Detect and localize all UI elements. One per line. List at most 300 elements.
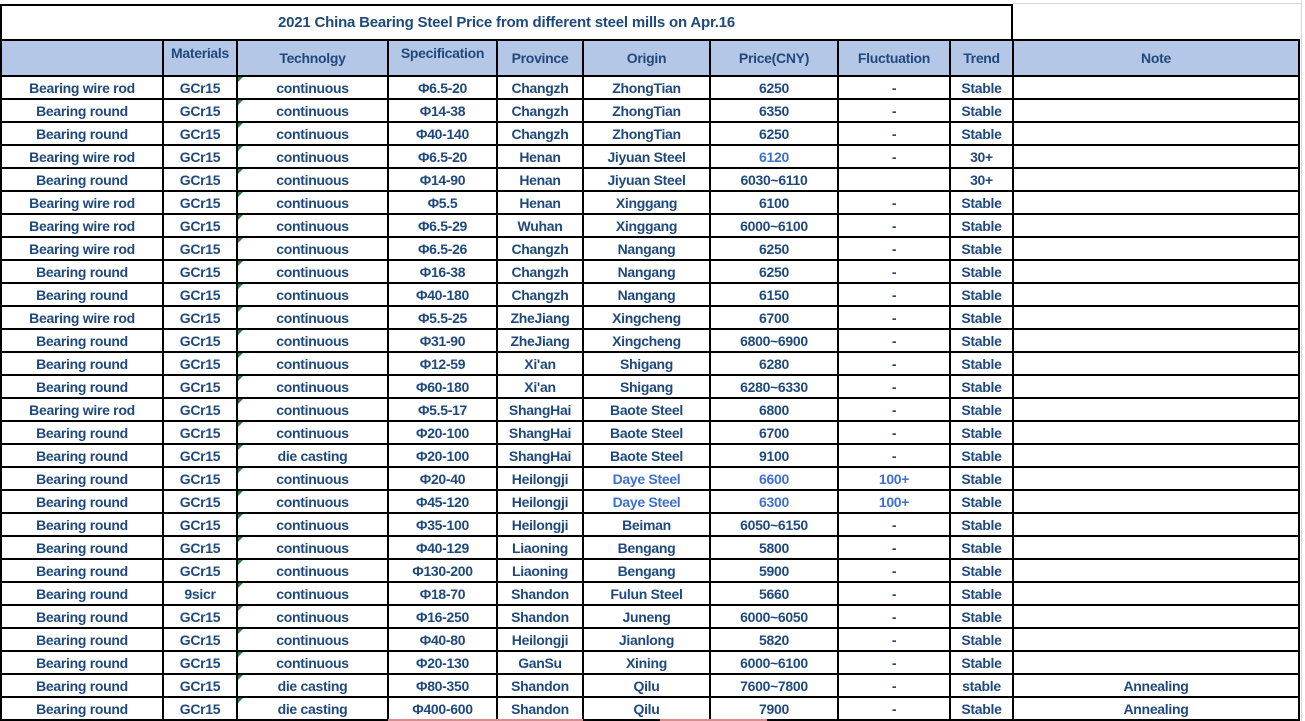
cell-trend[interactable]: Stable <box>951 491 1012 512</box>
cell-product[interactable]: Bearing round <box>2 491 162 512</box>
cell-product[interactable]: Bearing round <box>2 560 162 581</box>
cell-text: continuous <box>276 470 349 487</box>
cell-note[interactable] <box>1014 169 1298 190</box>
cell-price[interactable]: 6250 <box>711 261 837 282</box>
cell-materials[interactable]: GCr15 <box>164 330 236 351</box>
column-header-materials[interactable]: Materials <box>164 41 236 75</box>
cell-fluctuation[interactable]: - <box>839 583 949 604</box>
cell-specification[interactable]: Φ5.5-25 <box>389 307 496 328</box>
cell-materials[interactable]: GCr15 <box>164 284 236 305</box>
cell-fluctuation[interactable]: - <box>839 261 949 282</box>
cell-error-indicator-icon <box>238 675 243 680</box>
cell-origin[interactable]: Baote Steel <box>584 399 709 420</box>
cell-technology[interactable] <box>238 146 387 167</box>
cell-price[interactable]: 7900 <box>711 698 837 719</box>
cell-note[interactable] <box>1014 376 1298 397</box>
cell-price[interactable]: 6000~6050 <box>711 606 837 627</box>
cell-province[interactable]: ZheJiang <box>498 330 582 351</box>
cell-price[interactable]: 6250 <box>711 123 837 144</box>
cell-materials[interactable]: GCr15 <box>164 215 236 236</box>
column-header-technology[interactable]: Technolgy <box>238 41 387 75</box>
cell-price[interactable]: 6700 <box>711 422 837 443</box>
cell-product[interactable]: Bearing wire rod <box>2 192 162 213</box>
cell-specification[interactable]: Φ6.5-29 <box>389 215 496 236</box>
cell-trend[interactable]: Stable <box>951 330 1012 351</box>
cell-technology[interactable] <box>238 77 387 98</box>
cell-origin[interactable]: Xingcheng <box>584 330 709 351</box>
cell-product[interactable]: Bearing round <box>2 261 162 282</box>
cell-technology[interactable] <box>238 123 387 144</box>
column-header-trend[interactable]: Trend <box>951 41 1012 75</box>
cell-fluctuation[interactable]: - <box>839 698 949 719</box>
cell-province[interactable]: Shandon <box>498 583 582 604</box>
cell-fluctuation[interactable]: - <box>839 77 949 98</box>
cell-price[interactable]: 5900 <box>711 560 837 581</box>
cell-materials[interactable]: GCr15 <box>164 353 236 374</box>
cell-materials[interactable]: GCr15 <box>164 468 236 489</box>
cell-note[interactable] <box>1014 77 1298 98</box>
cell-note[interactable] <box>1014 330 1298 351</box>
cell-note[interactable] <box>1014 238 1298 259</box>
cell-trend[interactable]: 30+ <box>951 146 1012 167</box>
cell-origin[interactable]: Jianlong <box>584 629 709 650</box>
cell-specification[interactable]: Φ40-140 <box>389 123 496 144</box>
cell-fluctuation[interactable]: - <box>839 629 949 650</box>
cell-product[interactable]: Bearing round <box>2 675 162 696</box>
cell-province[interactable]: Changzh <box>498 238 582 259</box>
cell-product[interactable]: Bearing round <box>2 100 162 121</box>
cell-technology[interactable] <box>238 169 387 190</box>
cell-price[interactable]: 5820 <box>711 629 837 650</box>
cell-materials[interactable]: GCr15 <box>164 123 236 144</box>
cell-origin[interactable]: ZhongTian <box>584 123 709 144</box>
cell-province[interactable]: Changzh <box>498 77 582 98</box>
column-header-specification[interactable]: Specification <box>389 41 496 75</box>
cell-materials[interactable]: GCr15 <box>164 100 236 121</box>
cell-origin[interactable]: Nangang <box>584 238 709 259</box>
cell-fluctuation[interactable]: - <box>839 215 949 236</box>
cell-technology[interactable] <box>238 215 387 236</box>
cell-province[interactable]: Henan <box>498 192 582 213</box>
cell-province[interactable]: Henan <box>498 169 582 190</box>
cell-trend[interactable]: Stable <box>951 284 1012 305</box>
cell-price[interactable]: 7600~7800 <box>711 675 837 696</box>
cell-fluctuation[interactable]: - <box>839 192 949 213</box>
cell-fluctuation[interactable]: - <box>839 514 949 535</box>
cell-materials[interactable]: GCr15 <box>164 169 236 190</box>
cell-trend[interactable]: Stable <box>951 376 1012 397</box>
cell-origin[interactable]: Beiman <box>584 514 709 535</box>
cell-province[interactable]: Liaoning <box>498 560 582 581</box>
cell-trend[interactable]: Stable <box>951 537 1012 558</box>
cell-fluctuation[interactable]: - <box>839 675 949 696</box>
cell-materials[interactable]: GCr15 <box>164 606 236 627</box>
cell-specification[interactable]: Φ5.5 <box>389 192 496 213</box>
cell-technology[interactable] <box>238 468 387 489</box>
cell-province[interactable]: Heilongji <box>498 514 582 535</box>
cell-product[interactable]: Bearing round <box>2 583 162 604</box>
cell-specification[interactable]: Φ40-180 <box>389 284 496 305</box>
cell-specification[interactable]: Φ12-59 <box>389 353 496 374</box>
cell-specification[interactable]: Φ35-100 <box>389 514 496 535</box>
cell-technology[interactable] <box>238 698 387 719</box>
cell-origin[interactable]: Nangang <box>584 284 709 305</box>
sheet-gridline-horizontal <box>1013 3 1301 4</box>
column-header-product[interactable] <box>2 41 162 75</box>
cell-origin[interactable]: Baote Steel <box>584 445 709 466</box>
cell-price[interactable]: 6800~6900 <box>711 330 837 351</box>
cell-product[interactable]: Bearing round <box>2 284 162 305</box>
cell-origin[interactable]: Xinggang <box>584 192 709 213</box>
cell-price[interactable]: 5660 <box>711 583 837 604</box>
cell-origin[interactable]: Xining <box>584 652 709 673</box>
cell-technology[interactable] <box>238 537 387 558</box>
cell-fluctuation[interactable]: - <box>839 560 949 581</box>
cell-note[interactable] <box>1014 146 1298 167</box>
cell-product[interactable]: Bearing wire rod <box>2 238 162 259</box>
cell-province[interactable]: Heilongji <box>498 468 582 489</box>
cell-specification[interactable]: Φ400-600 <box>389 698 496 719</box>
cell-fluctuation[interactable]: - <box>839 146 949 167</box>
cell-origin[interactable]: Shigang <box>584 376 709 397</box>
cell-price[interactable]: 6030~6110 <box>711 169 837 190</box>
cell-technology[interactable] <box>238 353 387 374</box>
cell-trend[interactable]: Stable <box>951 652 1012 673</box>
cell-specification[interactable]: Φ18-70 <box>389 583 496 604</box>
cell-province[interactable]: Shandon <box>498 675 582 696</box>
cell-note[interactable] <box>1014 399 1298 420</box>
cell-specification[interactable]: Φ45-120 <box>389 491 496 512</box>
cell-product[interactable]: Bearing round <box>2 698 162 719</box>
cell-origin[interactable]: Baote Steel <box>584 422 709 443</box>
cell-materials[interactable]: GCr15 <box>164 445 236 466</box>
cell-origin[interactable]: Daye Steel <box>584 468 709 489</box>
cell-price[interactable]: 6300 <box>711 491 837 512</box>
cell-materials[interactable]: GCr15 <box>164 629 236 650</box>
cell-origin[interactable]: Jiyuan Steel <box>584 169 709 190</box>
cell-origin[interactable]: Jiyuan Steel <box>584 146 709 167</box>
cell-technology[interactable] <box>238 238 387 259</box>
cell-error-indicator-icon <box>238 77 243 82</box>
cell-product[interactable]: Bearing round <box>2 123 162 144</box>
cell-trend[interactable]: Stable <box>951 445 1012 466</box>
cell-province[interactable]: Henan <box>498 146 582 167</box>
cell-price[interactable]: 6250 <box>711 238 837 259</box>
cell-price[interactable]: 6150 <box>711 284 837 305</box>
cell-trend[interactable]: Stable <box>951 353 1012 374</box>
column-header-origin[interactable]: Origin <box>584 41 709 75</box>
cell-fluctuation[interactable]: - <box>839 652 949 673</box>
cell-province[interactable]: ShangHai <box>498 422 582 443</box>
cell-materials[interactable]: GCr15 <box>164 146 236 167</box>
cell-province[interactable]: Changzh <box>498 100 582 121</box>
column-header-province[interactable]: Province <box>498 41 582 75</box>
cell-province[interactable]: Liaoning <box>498 537 582 558</box>
cell-trend[interactable]: Stable <box>951 123 1012 144</box>
cell-fluctuation[interactable]: - <box>839 606 949 627</box>
cell-specification[interactable]: Φ20-100 <box>389 445 496 466</box>
cell-trend[interactable]: Stable <box>951 606 1012 627</box>
cell-price[interactable]: 6280 <box>711 353 837 374</box>
cell-origin[interactable]: Bengang <box>584 560 709 581</box>
cell-note[interactable] <box>1014 606 1298 627</box>
cell-technology[interactable] <box>238 399 387 420</box>
cell-materials[interactable]: GCr15 <box>164 376 236 397</box>
cell-province[interactable]: ShangHai <box>498 399 582 420</box>
cell-specification[interactable]: Φ6.5-20 <box>389 146 496 167</box>
column-header-price[interactable]: Price(CNY) <box>711 41 837 75</box>
cell-note[interactable] <box>1014 284 1298 305</box>
cell-technology[interactable] <box>238 330 387 351</box>
cell-fluctuation[interactable]: - <box>839 353 949 374</box>
cell-price[interactable]: 6000~6100 <box>711 652 837 673</box>
cell-price[interactable]: 6100 <box>711 192 837 213</box>
cell-materials[interactable]: GCr15 <box>164 698 236 719</box>
cell-materials[interactable]: GCr15 <box>164 652 236 673</box>
cell-text: continuous <box>276 309 349 326</box>
cell-fluctuation[interactable]: - <box>839 307 949 328</box>
cell-text: die casting <box>277 677 348 694</box>
cell-trend[interactable]: Stable <box>951 307 1012 328</box>
cell-product[interactable]: Bearing round <box>2 606 162 627</box>
cell-materials[interactable]: GCr15 <box>164 491 236 512</box>
cell-trend[interactable]: Stable <box>951 77 1012 98</box>
cell-province[interactable]: Wuhan <box>498 215 582 236</box>
cell-materials[interactable]: GCr15 <box>164 537 236 558</box>
cell-materials[interactable]: GCr15 <box>164 514 236 535</box>
cell-technology[interactable] <box>238 675 387 696</box>
cell-technology[interactable] <box>238 192 387 213</box>
cell-province[interactable]: Changzh <box>498 261 582 282</box>
cell-trend[interactable]: Stable <box>951 422 1012 443</box>
cell-note[interactable]: Annealing <box>1014 698 1298 719</box>
cell-trend[interactable]: Stable <box>951 514 1012 535</box>
cell-trend[interactable]: Stable <box>951 215 1012 236</box>
cell-product[interactable]: Bearing round <box>2 537 162 558</box>
cell-province[interactable]: Xi'an <box>498 353 582 374</box>
cell-province[interactable]: Heilongji <box>498 491 582 512</box>
cell-materials[interactable]: GCr15 <box>164 307 236 328</box>
cell-specification[interactable]: Φ80-350 <box>389 675 496 696</box>
cell-fluctuation[interactable]: - <box>839 537 949 558</box>
cell-specification[interactable]: Φ6.5-26 <box>389 238 496 259</box>
cell-price[interactable]: 6350 <box>711 100 837 121</box>
cell-trend[interactable]: Stable <box>951 468 1012 489</box>
cell-price[interactable]: 6050~6150 <box>711 514 837 535</box>
cell-note[interactable] <box>1014 629 1298 650</box>
cell-trend[interactable]: stable <box>951 675 1012 696</box>
cell-specification[interactable]: Φ60-180 <box>389 376 496 397</box>
cell-origin[interactable]: Bengang <box>584 537 709 558</box>
cell-note[interactable] <box>1014 560 1298 581</box>
cell-trend[interactable]: 30+ <box>951 169 1012 190</box>
cell-note[interactable] <box>1014 215 1298 236</box>
cell-specification[interactable]: Φ130-200 <box>389 560 496 581</box>
cell-trend[interactable]: Stable <box>951 100 1012 121</box>
cell-price[interactable]: 6700 <box>711 307 837 328</box>
cell-price[interactable]: 6800 <box>711 399 837 420</box>
cell-product[interactable]: Bearing wire rod <box>2 399 162 420</box>
cell-materials[interactable]: GCr15 <box>164 675 236 696</box>
cell-fluctuation[interactable]: - <box>839 445 949 466</box>
cell-specification[interactable]: Φ16-250 <box>389 606 496 627</box>
cell-fluctuation[interactable]: - <box>839 399 949 420</box>
cell-product[interactable]: Bearing round <box>2 422 162 443</box>
cell-origin[interactable]: Xingcheng <box>584 307 709 328</box>
column-header-note[interactable]: Note <box>1014 41 1298 75</box>
cell-price[interactable]: 5800 <box>711 537 837 558</box>
cell-technology[interactable] <box>238 307 387 328</box>
cell-province[interactable]: Shandon <box>498 606 582 627</box>
cell-note[interactable] <box>1014 123 1298 144</box>
cell-fluctuation[interactable]: 100+ <box>839 468 949 489</box>
cell-product[interactable]: Bearing wire rod <box>2 215 162 236</box>
cell-fluctuation[interactable]: - <box>839 238 949 259</box>
cell-product[interactable]: Bearing wire rod <box>2 77 162 98</box>
cell-note[interactable] <box>1014 353 1298 374</box>
cell-origin[interactable]: ZhongTian <box>584 100 709 121</box>
cell-trend[interactable]: Stable <box>951 629 1012 650</box>
cell-trend[interactable]: Stable <box>951 261 1012 282</box>
cell-note[interactable]: Annealing <box>1014 675 1298 696</box>
column-header-fluctuation[interactable]: Fluctuation <box>839 41 949 75</box>
cell-note[interactable] <box>1014 537 1298 558</box>
cell-note[interactable] <box>1014 468 1298 489</box>
cell-technology[interactable] <box>238 445 387 466</box>
cell-origin[interactable]: ZhongTian <box>584 77 709 98</box>
cell-trend[interactable]: Stable <box>951 583 1012 604</box>
cell-materials[interactable]: 9sicr <box>164 583 236 604</box>
cell-product[interactable]: Bearing round <box>2 514 162 535</box>
cell-product[interactable]: Bearing round <box>2 468 162 489</box>
cell-materials[interactable]: GCr15 <box>164 238 236 259</box>
cell-materials[interactable]: GCr15 <box>164 399 236 420</box>
cell-note[interactable] <box>1014 491 1298 512</box>
cell-product[interactable]: Bearing round <box>2 376 162 397</box>
cell-technology[interactable] <box>238 261 387 282</box>
cell-specification[interactable]: Φ14-90 <box>389 169 496 190</box>
cell-note[interactable] <box>1014 261 1298 282</box>
cell-province[interactable]: Changzh <box>498 284 582 305</box>
cell-price[interactable]: 6250 <box>711 77 837 98</box>
cell-note[interactable] <box>1014 307 1298 328</box>
cell-technology[interactable] <box>238 583 387 604</box>
cell-technology[interactable] <box>238 629 387 650</box>
cell-origin[interactable]: Juneng <box>584 606 709 627</box>
cell-price[interactable]: 9100 <box>711 445 837 466</box>
cell-fluctuation[interactable]: 100+ <box>839 491 949 512</box>
cell-origin[interactable]: Daye Steel <box>584 491 709 512</box>
page-title: 2021 China Bearing Steel Price from different steel mills on Apr.16 <box>277 14 736 31</box>
cell-fluctuation[interactable] <box>839 169 949 190</box>
cell-technology[interactable] <box>238 560 387 581</box>
cell-fluctuation[interactable]: - <box>839 284 949 305</box>
cell-origin[interactable]: Fulun Steel <box>584 583 709 604</box>
cell-specification[interactable]: Φ20-100 <box>389 422 496 443</box>
cell-note[interactable] <box>1014 514 1298 535</box>
cell-price[interactable]: 6000~6100 <box>711 215 837 236</box>
cell-specification[interactable]: Φ20-130 <box>389 652 496 673</box>
cell-specification[interactable]: Φ16-38 <box>389 261 496 282</box>
cell-note[interactable] <box>1014 445 1298 466</box>
cell-product[interactable]: Bearing round <box>2 353 162 374</box>
cell-product[interactable]: Bearing wire rod <box>2 146 162 167</box>
cell-province[interactable]: Heilongji <box>498 629 582 650</box>
cell-specification[interactable]: Φ31-90 <box>389 330 496 351</box>
cell-province[interactable]: GanSu <box>498 652 582 673</box>
cell-fluctuation[interactable]: - <box>839 330 949 351</box>
cell-technology[interactable] <box>238 100 387 121</box>
cell-province[interactable]: Shandon <box>498 698 582 719</box>
cell-trend[interactable]: Stable <box>951 698 1012 719</box>
cell-origin[interactable]: Qilu <box>584 698 709 719</box>
cell-price[interactable]: 6600 <box>711 468 837 489</box>
cell-materials[interactable]: GCr15 <box>164 560 236 581</box>
cell-specification[interactable]: Φ6.5-20 <box>389 77 496 98</box>
cell-product[interactable]: Bearing round <box>2 330 162 351</box>
cell-price[interactable]: 6120 <box>711 146 837 167</box>
cell-technology[interactable] <box>238 514 387 535</box>
cell-trend[interactable]: Stable <box>951 238 1012 259</box>
cell-materials[interactable]: GCr15 <box>164 77 236 98</box>
cell-product[interactable]: Bearing wire rod <box>2 307 162 328</box>
cell-technology[interactable] <box>238 376 387 397</box>
cell-technology[interactable] <box>238 491 387 512</box>
cell-origin[interactable]: Shigang <box>584 353 709 374</box>
cell-text: continuous <box>276 401 349 418</box>
cell-specification[interactable]: Φ14-38 <box>389 100 496 121</box>
cell-note[interactable] <box>1014 583 1298 604</box>
cell-technology[interactable] <box>238 284 387 305</box>
cell-technology[interactable] <box>238 606 387 627</box>
cell-price[interactable]: 6280~6330 <box>711 376 837 397</box>
cell-province[interactable]: ZheJiang <box>498 307 582 328</box>
cell-product[interactable]: Bearing round <box>2 652 162 673</box>
cell-trend[interactable]: Stable <box>951 192 1012 213</box>
cell-materials[interactable]: GCr15 <box>164 192 236 213</box>
cell-specification[interactable]: Φ40-129 <box>389 537 496 558</box>
cell-origin[interactable]: Qilu <box>584 675 709 696</box>
cell-error-indicator-icon <box>238 284 243 289</box>
cell-fluctuation[interactable]: - <box>839 376 949 397</box>
cell-origin[interactable]: Xinggang <box>584 215 709 236</box>
cell-origin[interactable]: Nangang <box>584 261 709 282</box>
cell-product[interactable]: Bearing round <box>2 169 162 190</box>
cell-specification[interactable]: Φ5.5-17 <box>389 399 496 420</box>
cell-product[interactable]: Bearing round <box>2 629 162 650</box>
cell-note[interactable] <box>1014 422 1298 443</box>
cell-trend[interactable]: Stable <box>951 399 1012 420</box>
cell-note[interactable] <box>1014 100 1298 121</box>
cell-product[interactable]: Bearing round <box>2 445 162 466</box>
cell-fluctuation[interactable]: - <box>839 422 949 443</box>
cell-province[interactable]: Changzh <box>498 123 582 144</box>
cell-technology[interactable] <box>238 652 387 673</box>
cell-materials[interactable]: GCr15 <box>164 422 236 443</box>
cell-trend[interactable]: Stable <box>951 560 1012 581</box>
cell-province[interactable]: ShangHai <box>498 445 582 466</box>
cell-fluctuation[interactable]: - <box>839 123 949 144</box>
cell-specification[interactable]: Φ20-40 <box>389 468 496 489</box>
cell-fluctuation[interactable]: - <box>839 100 949 121</box>
cell-materials[interactable]: GCr15 <box>164 261 236 282</box>
cell-specification[interactable]: Φ40-80 <box>389 629 496 650</box>
cell-note[interactable] <box>1014 652 1298 673</box>
cell-technology[interactable] <box>238 422 387 443</box>
title-cell[interactable] <box>0 4 1013 41</box>
cell-province[interactable]: Xi'an <box>498 376 582 397</box>
cell-note[interactable] <box>1014 192 1298 213</box>
